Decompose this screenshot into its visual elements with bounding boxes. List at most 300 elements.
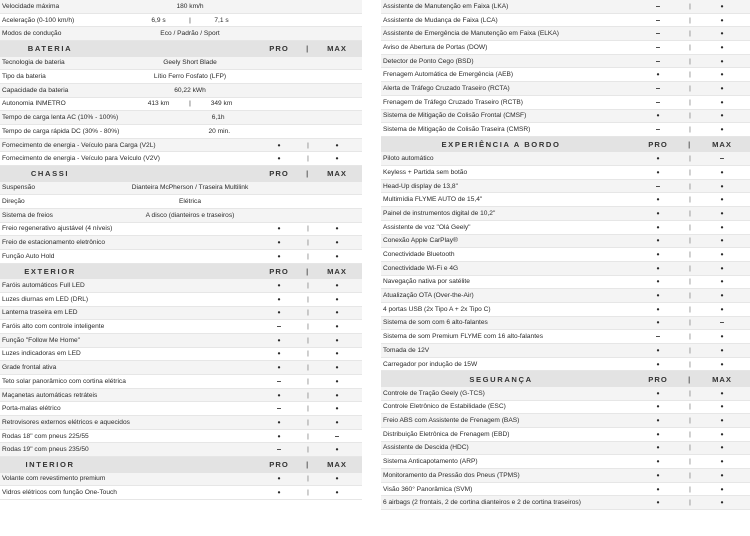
spec-label: Assistente de Manutenção em Faixa (LKA) bbox=[383, 2, 509, 10]
max-availability: • bbox=[335, 445, 339, 455]
column-separator: | bbox=[689, 499, 691, 507]
spec-row bbox=[381, 152, 750, 166]
spec-row bbox=[0, 348, 362, 362]
spec-label: Frenagem de Tráfego Cruzado Traseiro (RCTB) bbox=[383, 98, 523, 106]
spec-row bbox=[0, 84, 362, 98]
pro-column-header: PRO bbox=[269, 169, 289, 179]
spec-value: A disco (dianteiros e traseiros) bbox=[145, 211, 235, 219]
spec-label: Faróis automáticos Full LED bbox=[2, 282, 85, 290]
spec-label: Navegação nativa por satélite bbox=[383, 278, 470, 286]
column-separator: | bbox=[307, 141, 309, 149]
column-separator: | bbox=[689, 471, 691, 479]
column-separator: | bbox=[307, 225, 309, 233]
spec-row bbox=[0, 98, 362, 112]
spec-row bbox=[381, 483, 750, 497]
max-availability: • bbox=[720, 345, 724, 355]
max-availability: • bbox=[335, 238, 339, 248]
column-separator: | bbox=[689, 444, 691, 452]
column-separator: | bbox=[689, 155, 691, 163]
spec-label: Sistema de som Premium FLYME com 16 alto-falantes bbox=[383, 333, 544, 341]
spec-label: Tempo de carga lenta AC (10% - 100%) bbox=[2, 114, 119, 122]
column-separator: | bbox=[307, 446, 309, 454]
spec-label: Freio de estacionamento eletrônico bbox=[2, 239, 105, 247]
spec-label: Atualização OTA (Over-the-Air) bbox=[383, 292, 474, 300]
max-availability: • bbox=[335, 404, 339, 414]
max-availability: • bbox=[720, 291, 724, 301]
pro-availability: • bbox=[277, 474, 281, 484]
pro-availability: – bbox=[655, 42, 661, 52]
pro-availability: • bbox=[277, 238, 281, 248]
max-availability: – bbox=[719, 318, 725, 328]
max-availability: • bbox=[720, 443, 724, 453]
spec-row bbox=[381, 68, 750, 82]
spec-row bbox=[381, 110, 750, 124]
pro-column-header: PRO bbox=[269, 266, 289, 276]
max-availability: • bbox=[720, 97, 724, 107]
section-rows bbox=[0, 473, 362, 500]
spec-row bbox=[0, 57, 362, 71]
column-separator: | bbox=[689, 485, 691, 493]
spec-section bbox=[0, 264, 362, 457]
spec-section bbox=[381, 371, 750, 510]
spec-label: Controle de Tração Geely (G-TCS) bbox=[383, 389, 485, 397]
spec-row bbox=[381, 289, 750, 303]
spec-label: Luzes indicadoras em LED bbox=[2, 350, 81, 358]
spec-label: Detector de Ponto Cego (BSD) bbox=[383, 57, 474, 65]
spec-label: Tomada de 12V bbox=[383, 346, 430, 354]
spec-label: Sistema de Mitigação de Colisão Frontal (CMSF) bbox=[383, 112, 527, 120]
section-header bbox=[0, 41, 362, 57]
pro-availability: • bbox=[656, 498, 660, 508]
max-availability: • bbox=[720, 125, 724, 135]
max-availability: • bbox=[720, 304, 724, 314]
spec-section bbox=[0, 457, 362, 500]
column-separator: | bbox=[688, 140, 692, 150]
spec-row bbox=[0, 125, 362, 139]
column-separator: | bbox=[689, 30, 691, 38]
pro-availability: – bbox=[655, 56, 661, 66]
column-separator: | bbox=[307, 155, 309, 163]
max-availability: • bbox=[720, 429, 724, 439]
column-separator: | bbox=[307, 475, 309, 483]
spec-value: Elétrica bbox=[179, 198, 201, 206]
spec-row bbox=[0, 0, 362, 14]
pro-availability: – bbox=[276, 404, 282, 414]
spec-row bbox=[0, 139, 362, 153]
spec-label: Sistema Anticapotamento (ARP) bbox=[383, 458, 478, 466]
max-availability: • bbox=[720, 236, 724, 246]
column-separator: | bbox=[689, 264, 691, 272]
pro-availability: • bbox=[656, 304, 660, 314]
pro-availability: • bbox=[277, 224, 281, 234]
pro-column-header: PRO bbox=[648, 374, 668, 384]
pro-availability: • bbox=[656, 416, 660, 426]
max-availability: • bbox=[335, 417, 339, 427]
spec-label: Tipo da bateria bbox=[2, 73, 46, 81]
spec-value: 20 min. bbox=[208, 127, 231, 135]
section-title: CHASSI bbox=[30, 169, 70, 179]
spec-row bbox=[381, 96, 750, 110]
spec-label: Rodas 19" com pneus 235/50 bbox=[2, 446, 89, 454]
spec-label: Volante com revestimento premium bbox=[2, 475, 106, 483]
spec-row bbox=[0, 195, 362, 209]
spec-value: Geely Short Blade bbox=[163, 59, 217, 67]
value-separator: | bbox=[189, 100, 191, 108]
spec-row bbox=[381, 344, 750, 358]
spec-row bbox=[381, 317, 750, 331]
spec-label: Luzes diurnas em LED (DRL) bbox=[2, 295, 89, 303]
column-separator: | bbox=[689, 389, 691, 397]
pro-availability: • bbox=[656, 167, 660, 177]
section-rows bbox=[0, 279, 362, 457]
column-separator: | bbox=[689, 346, 691, 354]
section-header bbox=[0, 166, 362, 182]
spec-row bbox=[381, 0, 750, 14]
section-rows bbox=[381, 152, 750, 371]
spec-row bbox=[0, 307, 362, 321]
spec-label: Conectividade Wi-Fi e 4G bbox=[383, 264, 459, 272]
spec-value-max: 7,1 s bbox=[214, 16, 229, 24]
spec-label: 6 airbags (2 frontais, 2 de cortina dianteiros e 2 de cortina traseiros) bbox=[383, 499, 581, 507]
spec-row bbox=[0, 443, 362, 457]
max-availability: • bbox=[720, 263, 724, 273]
spec-label: Sistema de som com 6 alto-falantes bbox=[383, 319, 488, 327]
spec-label: Aceleração (0-100 km/h) bbox=[2, 16, 75, 24]
max-availability: • bbox=[335, 308, 339, 318]
column-separator: | bbox=[689, 305, 691, 313]
spec-value-pro: 6,9 s bbox=[151, 16, 166, 24]
right-sections bbox=[381, 137, 750, 510]
spec-row bbox=[381, 358, 750, 372]
spec-row bbox=[0, 320, 362, 334]
column-separator: | bbox=[689, 360, 691, 368]
pro-availability: • bbox=[277, 140, 281, 150]
max-availability: • bbox=[720, 498, 724, 508]
pro-availability: • bbox=[277, 417, 281, 427]
column-separator: | bbox=[689, 403, 691, 411]
spec-label: Distribuição Eletrônica de Frenagem (EBD) bbox=[383, 430, 510, 438]
pro-availability: • bbox=[656, 195, 660, 205]
max-availability: • bbox=[720, 457, 724, 467]
spec-label: Maçanetas automáticas retráteis bbox=[2, 391, 98, 399]
pro-availability: – bbox=[655, 125, 661, 135]
spec-label: Tecnologia de bateria bbox=[2, 59, 65, 67]
column-separator: | bbox=[689, 126, 691, 134]
spec-value: Eco / Padrão / Sport bbox=[160, 30, 220, 38]
max-availability: • bbox=[720, 70, 724, 80]
spec-row bbox=[381, 14, 750, 28]
pro-column-header: PRO bbox=[648, 140, 668, 150]
spec-row bbox=[381, 303, 750, 317]
column-separator: | bbox=[307, 418, 309, 426]
spec-row bbox=[381, 414, 750, 428]
pro-availability: • bbox=[656, 443, 660, 453]
column-separator: | bbox=[689, 237, 691, 245]
pro-availability: • bbox=[656, 236, 660, 246]
spec-row bbox=[381, 193, 750, 207]
pro-column-header: PRO bbox=[269, 460, 289, 470]
max-column-header: MAX bbox=[327, 169, 347, 179]
pro-availability: • bbox=[656, 318, 660, 328]
column-separator: | bbox=[689, 57, 691, 65]
column-separator: | bbox=[307, 432, 309, 440]
spec-label: Freio ABS com Assistente de Frenagem (BAS) bbox=[383, 417, 520, 425]
max-availability: • bbox=[335, 224, 339, 234]
column-separator: | bbox=[689, 278, 691, 286]
pro-availability: • bbox=[277, 294, 281, 304]
max-availability: • bbox=[335, 294, 339, 304]
max-availability: • bbox=[720, 416, 724, 426]
spec-row bbox=[0, 27, 362, 41]
column-separator: | bbox=[307, 282, 309, 290]
spec-label: Grade frontal ativa bbox=[2, 364, 57, 372]
spec-row bbox=[0, 14, 362, 28]
pro-availability: – bbox=[655, 29, 661, 39]
pro-availability: • bbox=[277, 431, 281, 441]
pro-availability: • bbox=[656, 208, 660, 218]
column-separator: | bbox=[689, 333, 691, 341]
pro-availability: – bbox=[655, 1, 661, 11]
spec-section bbox=[381, 137, 750, 372]
spec-row bbox=[381, 330, 750, 344]
column-separator: | bbox=[689, 430, 691, 438]
column-separator: | bbox=[307, 489, 309, 497]
pro-availability: • bbox=[656, 345, 660, 355]
column-separator: | bbox=[307, 377, 309, 385]
section-header bbox=[381, 371, 750, 387]
spec-row bbox=[381, 248, 750, 262]
spec-label: Alerta de Tráfego Cruzado Traseiro (RCTA) bbox=[383, 84, 510, 92]
max-availability: • bbox=[335, 251, 339, 261]
spec-label: 4 portas USB (2x Tipo A + 2x Tipo C) bbox=[383, 305, 491, 313]
max-availability: • bbox=[720, 250, 724, 260]
max-availability: • bbox=[335, 390, 339, 400]
right-column bbox=[381, 0, 750, 536]
max-availability: • bbox=[720, 56, 724, 66]
spec-label: Piloto automático bbox=[383, 155, 434, 163]
spec-label: Teto solar panorâmico com cortina elétrica bbox=[2, 377, 126, 385]
column-separator: | bbox=[689, 84, 691, 92]
spec-label: Keyless + Partida sem botão bbox=[383, 168, 468, 176]
section-title: EXPERIÊNCIA A BORDO bbox=[441, 140, 561, 150]
pro-availability: • bbox=[656, 457, 660, 467]
spec-label: Vidros elétricos com função One-Touch bbox=[2, 489, 117, 497]
spec-row bbox=[0, 473, 362, 487]
spec-label: Lanterna traseira em LED bbox=[2, 309, 78, 317]
pro-availability: – bbox=[655, 181, 661, 191]
spec-row bbox=[0, 111, 362, 125]
performance-rows bbox=[0, 0, 362, 41]
pro-availability: • bbox=[656, 470, 660, 480]
spec-row bbox=[381, 82, 750, 96]
section-title: BATERIA bbox=[27, 44, 73, 54]
max-column-header: MAX bbox=[327, 44, 347, 54]
max-availability: • bbox=[335, 474, 339, 484]
column-separator: | bbox=[689, 16, 691, 24]
column-separator: | bbox=[307, 252, 309, 260]
spec-value-max: 349 km bbox=[210, 100, 233, 108]
pro-column-header: PRO bbox=[269, 44, 289, 54]
spec-label: Sistema de Mitigação de Colisão Traseira (CMSR) bbox=[383, 126, 531, 134]
spec-label: Retrovisores externos elétricos e aquecidos bbox=[2, 418, 130, 426]
section-title: INTERIOR bbox=[25, 460, 75, 470]
max-availability: • bbox=[720, 484, 724, 494]
spec-label: Função "Follow Me Home" bbox=[2, 336, 80, 344]
pro-availability: • bbox=[277, 390, 281, 400]
column-separator: | bbox=[689, 196, 691, 204]
column-separator: | bbox=[307, 239, 309, 247]
spec-row bbox=[381, 496, 750, 510]
spec-row bbox=[0, 152, 362, 166]
max-availability: • bbox=[720, 388, 724, 398]
max-availability: • bbox=[720, 111, 724, 121]
pro-availability: • bbox=[277, 281, 281, 291]
pro-availability: • bbox=[277, 308, 281, 318]
spec-row bbox=[381, 442, 750, 456]
spec-label: Assistente de voz "Olá Geely" bbox=[383, 223, 471, 231]
spec-row bbox=[0, 375, 362, 389]
spec-label: Assistente de Descida (HDC) bbox=[383, 444, 469, 452]
max-availability: • bbox=[720, 167, 724, 177]
spec-row bbox=[381, 262, 750, 276]
spec-row bbox=[381, 123, 750, 137]
spec-label: Fornecimento de energia - Veículo para Veículo (V2V) bbox=[2, 155, 160, 163]
pro-availability: • bbox=[277, 251, 281, 261]
section-title: EXTERIOR bbox=[24, 266, 76, 276]
spec-row bbox=[381, 207, 750, 221]
spec-label: Visão 360° Panorâmica (SVM) bbox=[383, 485, 473, 493]
column-separator: | bbox=[307, 295, 309, 303]
max-availability: • bbox=[720, 402, 724, 412]
spec-row bbox=[381, 469, 750, 483]
max-availability: • bbox=[720, 470, 724, 480]
section-header bbox=[0, 457, 362, 473]
spec-value-pair bbox=[90, 17, 290, 24]
pro-availability: • bbox=[656, 154, 660, 164]
section-rows bbox=[0, 57, 362, 167]
section-title: SEGURANÇA bbox=[469, 374, 533, 384]
driver-assist-rows bbox=[381, 0, 750, 137]
max-availability: • bbox=[335, 349, 339, 359]
pro-availability: • bbox=[277, 335, 281, 345]
spec-label: Função Auto Hold bbox=[2, 252, 55, 260]
column-separator: | bbox=[306, 44, 310, 54]
column-separator: | bbox=[307, 323, 309, 331]
max-column-header: MAX bbox=[712, 374, 732, 384]
max-availability: – bbox=[334, 431, 340, 441]
column-separator: | bbox=[306, 460, 310, 470]
spec-row bbox=[0, 430, 362, 444]
spec-value: 180 km/h bbox=[176, 2, 204, 10]
column-separator: | bbox=[689, 223, 691, 231]
pro-availability: • bbox=[277, 154, 281, 164]
max-availability: • bbox=[720, 15, 724, 25]
spec-label: Fornecimento de energia - Veículo para Carga (V2L) bbox=[2, 141, 156, 149]
pro-availability: • bbox=[277, 349, 281, 359]
spec-section bbox=[0, 41, 362, 166]
spec-row bbox=[381, 180, 750, 194]
spec-row bbox=[0, 70, 362, 84]
column-separator: | bbox=[689, 182, 691, 190]
spec-row bbox=[0, 402, 362, 416]
column-separator: | bbox=[689, 43, 691, 51]
pro-availability: – bbox=[655, 97, 661, 107]
pro-availability: • bbox=[656, 250, 660, 260]
spec-value-pro: 413 km bbox=[147, 100, 170, 108]
spec-row bbox=[0, 389, 362, 403]
column-separator: | bbox=[306, 266, 310, 276]
pro-availability: • bbox=[656, 277, 660, 287]
spec-label: Direção bbox=[2, 198, 25, 206]
spec-row bbox=[381, 27, 750, 41]
value-separator: | bbox=[189, 16, 191, 24]
column-separator: | bbox=[689, 458, 691, 466]
column-separator: | bbox=[307, 405, 309, 413]
column-separator: | bbox=[689, 209, 691, 217]
column-separator: | bbox=[307, 391, 309, 399]
spec-label: Frenagem Automática de Emergência (AEB) bbox=[383, 71, 514, 79]
spec-row bbox=[0, 223, 362, 237]
left-column bbox=[0, 0, 362, 536]
pro-availability: • bbox=[656, 484, 660, 494]
pro-availability: – bbox=[276, 376, 282, 386]
spec-label: Carregador por indução de 15W bbox=[383, 360, 478, 368]
spec-value: 6,1h bbox=[211, 114, 225, 122]
max-availability: • bbox=[335, 154, 339, 164]
pro-availability: • bbox=[277, 363, 281, 373]
spec-section bbox=[0, 166, 362, 264]
spec-row bbox=[381, 41, 750, 55]
spec-label: Monitoramento da Pressão dos Pneus (TPMS) bbox=[383, 471, 520, 479]
column-separator: | bbox=[307, 350, 309, 358]
spec-row bbox=[381, 276, 750, 290]
spec-label: Controle Eletrônico de Estabilidade (ESC) bbox=[383, 403, 506, 411]
column-separator: | bbox=[307, 336, 309, 344]
spec-label: Velocidade máxima bbox=[2, 2, 60, 10]
max-availability: • bbox=[720, 359, 724, 369]
spec-row bbox=[381, 401, 750, 415]
spec-row bbox=[381, 455, 750, 469]
max-column-header: MAX bbox=[327, 460, 347, 470]
spec-row bbox=[0, 334, 362, 348]
spec-row bbox=[0, 293, 362, 307]
section-rows bbox=[381, 387, 750, 510]
max-availability: • bbox=[720, 277, 724, 287]
spec-row bbox=[381, 221, 750, 235]
spec-row bbox=[381, 235, 750, 249]
spec-label: Conectividade Bluetooth bbox=[383, 251, 455, 259]
max-column-header: MAX bbox=[712, 140, 732, 150]
max-availability: • bbox=[335, 281, 339, 291]
column-separator: | bbox=[689, 168, 691, 176]
max-availability: • bbox=[720, 83, 724, 93]
spec-row bbox=[381, 387, 750, 401]
spec-row bbox=[0, 236, 362, 250]
pro-availability: • bbox=[656, 359, 660, 369]
max-availability: • bbox=[720, 42, 724, 52]
spec-value-pair bbox=[90, 100, 290, 107]
pro-availability: • bbox=[656, 402, 660, 412]
max-availability: • bbox=[335, 363, 339, 373]
spec-label: Multimídia FLYME AUTO de 15,4" bbox=[383, 196, 483, 204]
column-separator: | bbox=[307, 309, 309, 317]
column-separator: | bbox=[689, 292, 691, 300]
spec-label: Modos de condução bbox=[2, 30, 62, 38]
spec-label: Tempo de carga rápida DC (30% - 80%) bbox=[2, 127, 120, 135]
spec-value: 60,22 kWh bbox=[174, 86, 206, 94]
left-sections bbox=[0, 41, 362, 500]
column-separator: | bbox=[689, 71, 691, 79]
